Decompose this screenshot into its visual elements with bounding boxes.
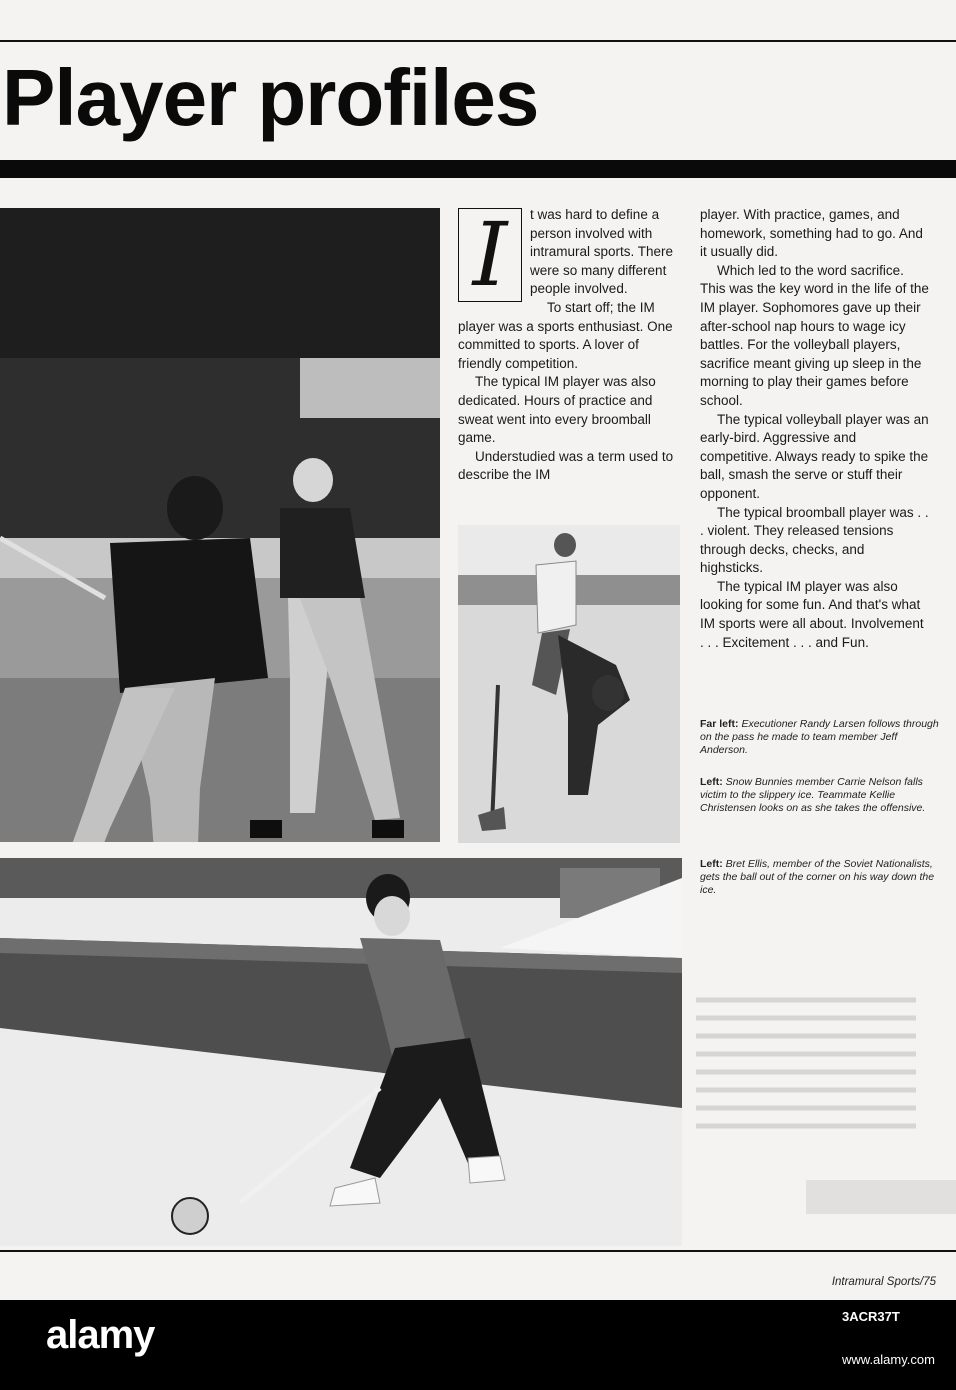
article-paragraph: Understudied was a term used to describe the IM xyxy=(458,448,674,483)
page-headline: Player profiles xyxy=(2,53,539,142)
bottom-rule xyxy=(0,1250,956,1252)
caption-text: Bret Ellis, member of the Soviet Nationalists, gets the ball out of the corner on his way down the ice. xyxy=(700,858,935,896)
show-through-texture xyxy=(686,880,956,1220)
caption-label: Left: xyxy=(700,776,723,788)
article-paragraph: The typical IM player was also dedicated. Hours of practice and sweat went into every broomball game. xyxy=(458,374,656,446)
stock-url: www.alamy.com xyxy=(842,1352,935,1367)
stock-logo: alamy xyxy=(46,1313,155,1357)
photo-caption-left-1 xyxy=(700,776,940,815)
photo-broomball-pass xyxy=(0,208,440,842)
article-paragraph: The typical volleyball player was an early-bird. Aggressive and competitive. Always ready to spike the ball, smash the serve or stuff their opponent. xyxy=(700,411,929,501)
caption-label: Far left: xyxy=(700,718,739,730)
caption-text: Executioner Randy Larsen follows through on the pass he made to team member Jeff Anderson. xyxy=(700,718,939,756)
article-column-2 xyxy=(700,206,930,652)
article-paragraph: The typical broomball player was . . . violent. They released tensions through decks, checks, and highsticks. xyxy=(700,504,929,576)
article-paragraph: t was hard to define a person involved with intramural sports. There were so many different people involved. xyxy=(530,207,674,297)
caption-label: Left: xyxy=(700,858,723,870)
headline-rule xyxy=(0,160,956,178)
page-folio: Intramural Sports/75 xyxy=(831,1276,936,1288)
stock-image-id: 3ACR37T xyxy=(842,1309,900,1324)
article-column-1 xyxy=(458,203,686,485)
drop-cap: I xyxy=(458,208,522,302)
photo-broomball-corner xyxy=(0,858,682,1246)
photo-broomball-fall xyxy=(458,525,680,843)
article-paragraph: Which led to the word sacrifice. This was the key word in the life of the IM player. Sophomores gave up their after-school nap hours to wage icy battles. For the volleyball players, sacrifice meant giving up sleep in the morning to play their games before school. xyxy=(700,262,929,408)
caption-text: Snow Bunnies member Carrie Nelson falls victim to the slippery ice. Teammate Kellie Christensen looks on as she takes the offensive. xyxy=(700,776,926,814)
top-rule xyxy=(0,40,956,42)
article-paragraph: The typical IM player was also looking for some fun. And that's what IM sports were all about. Involvement . . . Excitement . . . and Fun. xyxy=(700,578,924,650)
photo-caption-far-left xyxy=(700,718,940,757)
photo-caption-left-2 xyxy=(700,858,940,897)
article-paragraph: To start off; the IM player was a sports enthusiast. One committed to sports. A lover of friendly competition. xyxy=(458,299,673,371)
article-paragraph: player. With practice, games, and homework, something had to go. And it usually did. xyxy=(700,207,923,260)
